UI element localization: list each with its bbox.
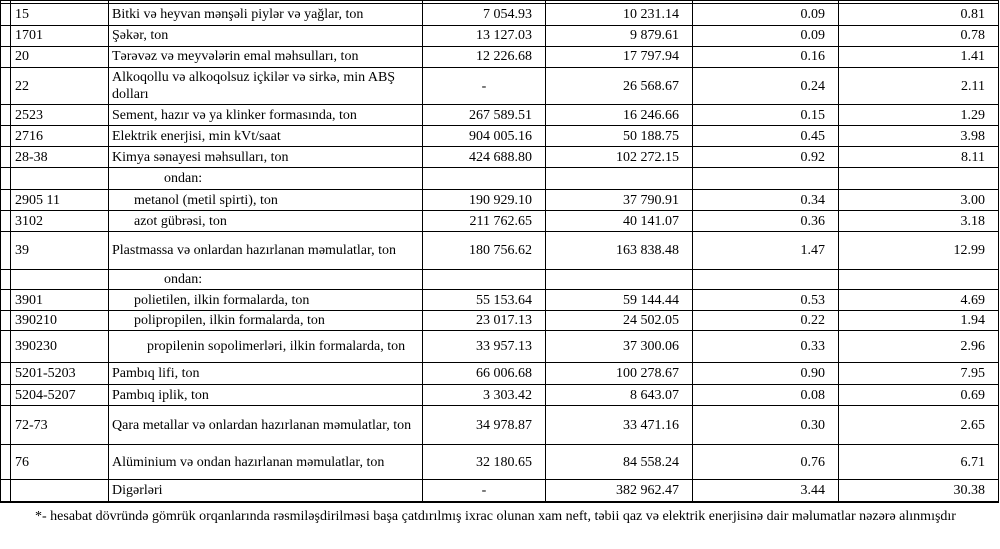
code-cell: 390210 [11,311,109,331]
description-cell: Kimya sənayesi məhsulları, ton [109,147,423,168]
value2-cell: 84 558.24 [546,445,693,480]
row-margin-cell [1,290,11,311]
value2-cell [546,168,693,190]
percent2-cell: 1.41 [839,47,999,68]
value2-cell [546,270,693,290]
value2-cell: 40 141.07 [546,211,693,232]
value1-cell: 13 127.03 [423,26,546,47]
table-row [1,331,999,363]
table-row [1,290,999,311]
table-row [1,168,999,190]
percent1-cell: 0.76 [693,445,839,480]
footnote: *- hesabat dövründə gömrük orqanlarında rəsmiləşdirilməsi başa çatdırılmış ixrac olunan xam neft, təbii qaz və elektrik enerjisinə dair məlumatlar nəzərə alınmışdır [35,508,956,524]
description-cell: ondan: [109,168,423,190]
percent2-cell [839,168,999,190]
table-row [1,147,999,168]
value1-cell: 23 017.13 [423,311,546,331]
description-cell: Bitki və heyvan mənşəli piylər və yağlar, ton [109,4,423,26]
value2-cell: 10 231.14 [546,4,693,26]
value2-cell: 33 471.16 [546,406,693,445]
value2-cell: 102 272.15 [546,147,693,168]
row-margin-cell [1,232,11,270]
percent1-cell [693,168,839,190]
value1-cell: 180 756.62 [423,232,546,270]
percent2-cell: 30.38 [839,480,999,502]
value1-cell: 424 688.80 [423,147,546,168]
table-row [1,480,999,502]
value2-cell: 8 643.07 [546,385,693,406]
percent2-cell: 3.18 [839,211,999,232]
code-cell [11,480,109,502]
value2-cell: 50 188.75 [546,126,693,147]
row-margin-cell [1,147,11,168]
row-margin-cell [1,480,11,502]
row-margin-cell [1,385,11,406]
percent1-cell: 1.47 [693,232,839,270]
row-margin-cell [1,445,11,480]
row-margin-cell [1,126,11,147]
value1-cell: 33 957.13 [423,331,546,363]
value2-cell: 9 879.61 [546,26,693,47]
value1-cell: 55 153.64 [423,290,546,311]
code-cell: 5201-5203 [11,363,109,385]
percent1-cell [693,270,839,290]
table-row [1,270,999,290]
value2-cell: 16 246.66 [546,105,693,126]
table-row [1,126,999,147]
percent2-cell: 1.29 [839,105,999,126]
value1-cell: 190 929.10 [423,190,546,211]
code-cell: 3901 [11,290,109,311]
value1-cell: 66 006.68 [423,363,546,385]
value1-cell [423,270,546,290]
percent1-cell: 3.44 [693,480,839,502]
percent2-cell: 1.94 [839,311,999,331]
description-cell: Plastmassa və onlardan hazırlanan məmulatlar, ton [109,232,423,270]
value2-cell: 37 300.06 [546,331,693,363]
code-cell: 76 [11,445,109,480]
description-cell: Qara metallar və onlardan hazırlanan məmulatlar, ton [109,406,423,445]
table-row [1,445,999,480]
code-cell: 39 [11,232,109,270]
percent1-cell: 0.34 [693,190,839,211]
percent1-cell: 0.16 [693,47,839,68]
value1-cell: - [423,480,546,502]
code-cell: 20 [11,47,109,68]
code-cell: 390230 [11,331,109,363]
table-row [1,47,999,68]
percent2-cell: 2.96 [839,331,999,363]
description-cell: Sement, hazır və ya klinker formasında, ton [109,105,423,126]
percent1-cell: 0.15 [693,105,839,126]
value1-cell: 3 303.42 [423,385,546,406]
description-cell: ondan: [109,270,423,290]
percent1-cell: 0.90 [693,363,839,385]
row-margin-cell [1,168,11,190]
row-margin-cell [1,363,11,385]
description-cell: polipropilen, ilkin formalarda, ton [109,311,423,331]
row-margin-cell [1,4,11,26]
table-row [1,190,999,211]
percent1-cell: 0.53 [693,290,839,311]
value1-cell: - [423,68,546,105]
description-cell: propilenin sopolimerləri, ilkin formalarda, ton [109,331,423,363]
percent2-cell: 0.81 [839,4,999,26]
value1-cell: 12 226.68 [423,47,546,68]
value2-cell: 26 568.67 [546,68,693,105]
percent2-cell: 0.69 [839,385,999,406]
code-cell: 5204-5207 [11,385,109,406]
percent2-cell: 0.78 [839,26,999,47]
percent2-cell [839,270,999,290]
table-row [1,211,999,232]
description-cell: polietilen, ilkin formalarda, ton [109,290,423,311]
code-cell: 15 [11,4,109,26]
table-row [1,311,999,331]
table-row [1,68,999,105]
value2-cell: 100 278.67 [546,363,693,385]
value2-cell: 163 838.48 [546,232,693,270]
table-row [1,105,999,126]
percent1-cell: 0.33 [693,331,839,363]
value2-cell: 59 144.44 [546,290,693,311]
code-cell [11,168,109,190]
description-cell: Elektrik enerjisi, min kVt/saat [109,126,423,147]
row-margin-cell [1,211,11,232]
value1-cell: 7 054.93 [423,4,546,26]
percent2-cell: 3.98 [839,126,999,147]
code-cell: 1701 [11,26,109,47]
row-margin-cell [1,406,11,445]
percent2-cell: 2.65 [839,406,999,445]
row-margin-cell [1,311,11,331]
table-row [1,363,999,385]
value1-cell: 34 978.87 [423,406,546,445]
percent1-cell: 0.30 [693,406,839,445]
percent1-cell: 0.22 [693,311,839,331]
description-cell: Tərəvəz və meyvələrin emal məhsulları, ton [109,47,423,68]
table-row [1,406,999,445]
row-margin-cell [1,270,11,290]
percent2-cell: 12.99 [839,232,999,270]
percent1-cell: 0.09 [693,4,839,26]
row-margin-cell [1,105,11,126]
table-row [1,26,999,47]
table-row [1,4,999,26]
description-cell: Alkoqollu və alkoqolsuz içkilər və sirkə, min ABŞ dolları [109,68,423,105]
percent2-cell: 2.11 [839,68,999,105]
code-cell: 22 [11,68,109,105]
row-margin-cell [1,190,11,211]
value1-cell: 211 762.65 [423,211,546,232]
code-cell: 2905 11 [11,190,109,211]
value1-cell: 32 180.65 [423,445,546,480]
value2-cell: 37 790.91 [546,190,693,211]
description-cell: Pambıq lifi, ton [109,363,423,385]
table-row [1,385,999,406]
code-cell: 28-38 [11,147,109,168]
value1-cell: 267 589.51 [423,105,546,126]
description-cell: Digərləri [109,480,423,502]
percent1-cell: 0.24 [693,68,839,105]
value2-cell: 17 797.94 [546,47,693,68]
description-cell: Alüminium və ondan hazırlanan məmulatlar, ton [109,445,423,480]
description-cell: Pambıq iplik, ton [109,385,423,406]
percent2-cell: 7.95 [839,363,999,385]
row-margin-cell [1,331,11,363]
row-margin-cell [1,47,11,68]
value1-cell [423,168,546,190]
value2-cell: 382 962.47 [546,480,693,502]
description-cell: metanol (metil spirti), ton [109,190,423,211]
percent1-cell: 0.92 [693,147,839,168]
row-margin-cell [1,26,11,47]
code-cell [11,270,109,290]
code-cell: 2716 [11,126,109,147]
code-cell: 2523 [11,105,109,126]
row-margin-cell [1,68,11,105]
code-cell: 3102 [11,211,109,232]
percent1-cell: 0.09 [693,26,839,47]
percent1-cell: 0.45 [693,126,839,147]
percent2-cell: 3.00 [839,190,999,211]
percent2-cell: 4.69 [839,290,999,311]
description-cell: azot gübrəsi, ton [109,211,423,232]
percent1-cell: 0.08 [693,385,839,406]
percent2-cell: 8.11 [839,147,999,168]
value1-cell: 904 005.16 [423,126,546,147]
value2-cell: 24 502.05 [546,311,693,331]
code-cell: 72-73 [11,406,109,445]
table-row [1,232,999,270]
percent1-cell: 0.36 [693,211,839,232]
percent2-cell: 6.71 [839,445,999,480]
description-cell: Şəkər, ton [109,26,423,47]
